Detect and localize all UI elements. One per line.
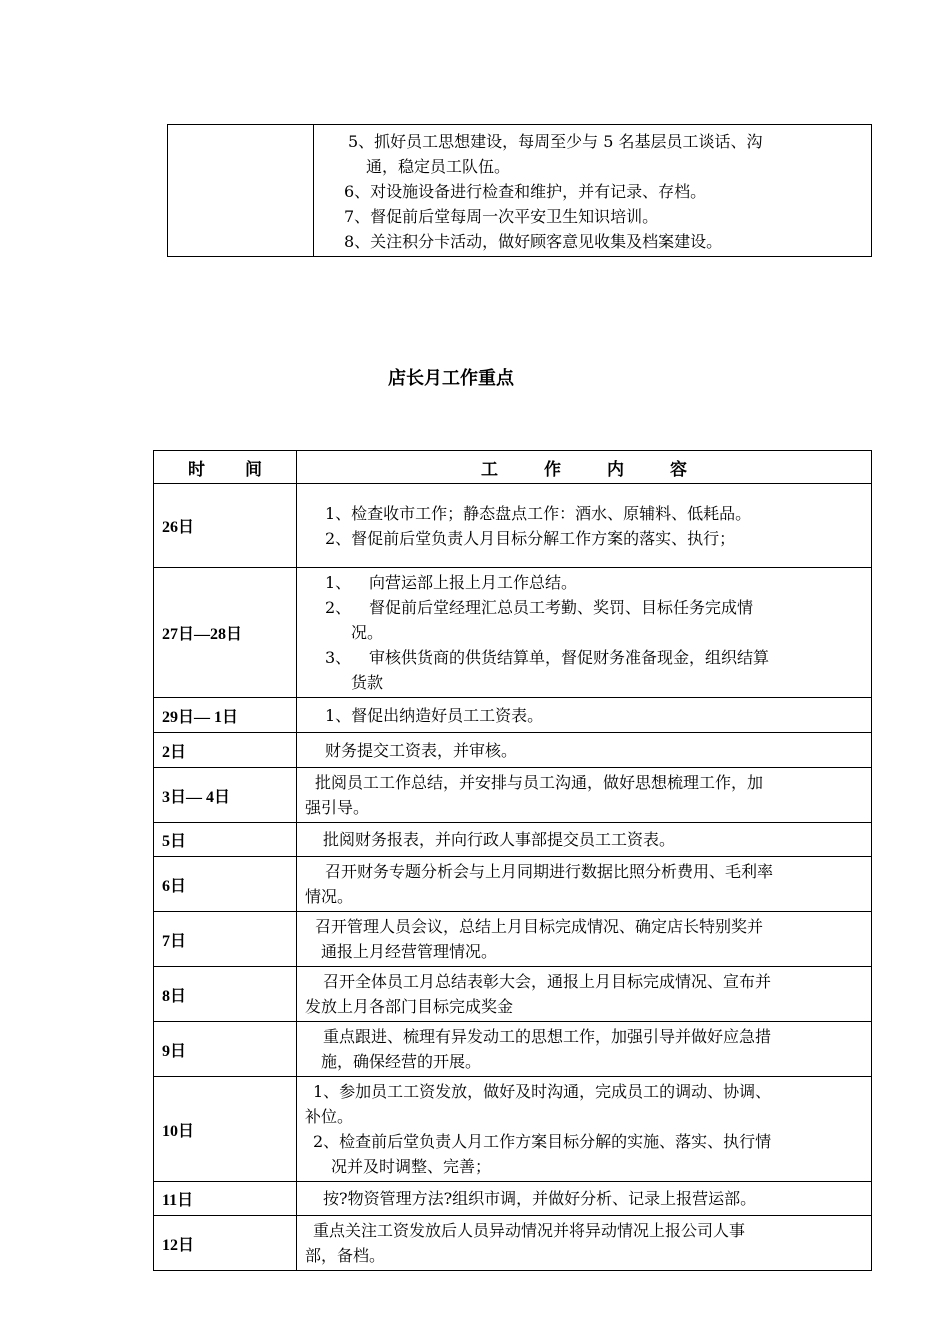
row-time: 2日	[154, 733, 297, 768]
task-list-cell	[314, 125, 872, 257]
row-time: 27日—28日	[154, 568, 297, 698]
table-row	[154, 1022, 872, 1077]
row-content: 重点跟进、梳理有异发动工的思想工作，加强引导并做好应急措 施，确保经营的开展。	[297, 1022, 872, 1077]
list-item: 3、 审核供货商的供货结算单，督促财务准备现金，组织结算	[325, 648, 770, 667]
task-item-6: 6、对设施设备进行检查和维护，并有记录、存档。	[344, 182, 707, 201]
row-time: 6日	[154, 857, 297, 912]
table-row	[154, 568, 872, 698]
row-time: 8日	[154, 967, 297, 1022]
page-title: 店长月工作重点	[388, 368, 514, 389]
row-time: 10日	[154, 1077, 297, 1182]
row-content: 1、参加员工工资发放，做好及时沟通，完成员工的调动、协调、 补位。 2、检查前后堂负责人月工作方案目标分解的实施、落实、执行情 况并及时调整、完善；	[297, 1077, 872, 1182]
table-row	[154, 698, 872, 733]
row-time: 3日— 4日	[154, 768, 297, 823]
task-item-7: 7、督促前后堂每周一次平安卫生知识培训。	[344, 207, 659, 226]
row-content: 1、督促出纳造好员工工资表。	[297, 698, 872, 733]
row-time: 5日	[154, 823, 297, 857]
schedule-table	[153, 450, 872, 1271]
row-time: 26日	[154, 484, 297, 568]
table-row	[154, 857, 872, 912]
list-item: 2、 督促前后堂经理汇总员工考勤、奖罚、目标任务完成情	[325, 598, 754, 617]
row-time: 29日— 1日	[154, 698, 297, 733]
row-time: 7日	[154, 912, 297, 967]
row-time: 11日	[154, 1182, 297, 1216]
row-content: 批阅员工工作总结，并安排与员工沟通，做好思想梳理工作，加 强引导。	[297, 768, 872, 823]
list-item: 1、 向营运部上报上月工作总结。	[325, 573, 578, 592]
table-row	[154, 967, 872, 1022]
row-content: 1、 向营运部上报上月工作总结。 2、 督促前后堂经理汇总员工考勤、奖罚、目标任务完成情 况。 3、 审核供货商的供货结算单，督促财务准备现金，组织结算 货款	[297, 568, 872, 698]
task-item-5: 5、抓好员工思想建设，每周至少与 5 名基层员工谈话、沟	[348, 132, 763, 151]
row-content: 批阅财务报表，并向行政人事部提交员工工资表。	[297, 823, 872, 857]
table-row	[154, 1077, 872, 1182]
row-content: 财务提交工资表，并审核。	[297, 733, 872, 768]
continued-table	[167, 124, 872, 257]
row-content: 召开全体员工月总结表彰大会，通报上月目标完成情况、宣布并 发放上月各部门目标完成奖金	[297, 967, 872, 1022]
header-time: 时 间	[154, 451, 297, 484]
table-row	[154, 823, 872, 857]
table-row	[154, 484, 872, 568]
row-time: 12日	[154, 1216, 297, 1271]
table-row	[154, 768, 872, 823]
row-content: 1、检查收市工作；静态盘点工作：酒水、原辅料、低耗品。 2、督促前后堂负责人月目标分解工作方案的落实、执行；	[297, 484, 872, 568]
row-content: 按?物资管理方法?组织市调，并做好分析、记录上报营运部。	[297, 1182, 872, 1216]
row-content: 重点关注工资发放后人员异动情况并将异动情况上报公司人事 部，备档。	[297, 1216, 872, 1271]
table-row	[154, 733, 872, 768]
task-item-8: 8、关注积分卡活动，做好顾客意见收集及档案建设。	[344, 232, 723, 251]
table-row	[154, 1182, 872, 1216]
table-row	[154, 912, 872, 967]
table-header-row	[154, 451, 872, 484]
row-time: 9日	[154, 1022, 297, 1077]
row-content: 召开管理人员会议，总结上月目标完成情况、确定店长特别奖并 通报上月经营管理情况。	[297, 912, 872, 967]
empty-cell	[168, 125, 314, 257]
table-row	[154, 1216, 872, 1271]
task-item-5-cont: 通，稳定员工队伍。	[366, 157, 511, 176]
header-content: 工 作 内 容	[297, 451, 872, 484]
row-content: 召开财务专题分析会与上月同期进行数据比照分析费用、毛利率 情况。	[297, 857, 872, 912]
